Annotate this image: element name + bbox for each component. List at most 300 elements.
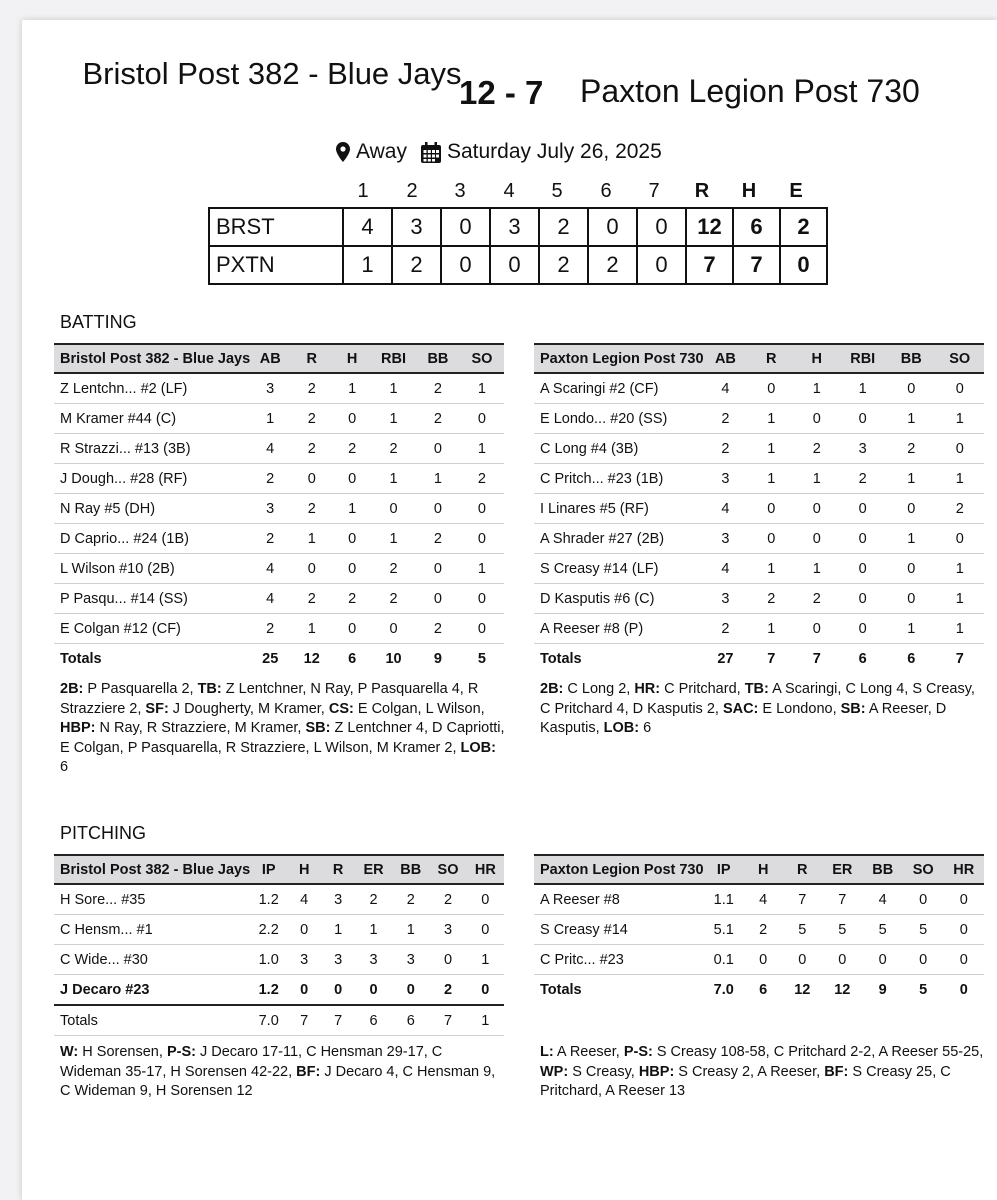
- stat-cell: 4: [744, 884, 783, 915]
- stat-cell: 0: [460, 404, 504, 434]
- note-label: SB:: [305, 720, 331, 737]
- table-row: [54, 404, 504, 434]
- stat-cell: 2: [371, 584, 416, 614]
- stat-cell: 1: [936, 614, 985, 644]
- note-text: E Colgan, L Wilson,: [353, 700, 485, 717]
- totals-cell: 6: [355, 1005, 392, 1036]
- totals-label: Totals: [60, 650, 102, 667]
- column-header: R: [782, 855, 822, 884]
- stat-cell: 3: [429, 915, 466, 945]
- stat-cell: 2: [355, 884, 392, 915]
- stat-cell: 4: [250, 434, 290, 464]
- linescore-inning-cell: 3: [392, 208, 441, 246]
- stat-cell: 4: [704, 554, 748, 584]
- note-text: 6: [639, 720, 652, 737]
- linescore-total-cell: 12: [686, 208, 733, 246]
- linescore-row: [209, 208, 827, 246]
- note-label: CS:: [328, 700, 354, 717]
- player-name: C Pritc... #23: [534, 945, 704, 975]
- linescore-inning-cell: 2: [539, 208, 588, 246]
- note-label: HR:: [634, 681, 661, 697]
- player-name: Z Lentchn... #2 (LF): [54, 373, 250, 404]
- stat-cell: 1: [321, 915, 355, 945]
- map-pin-icon: [336, 142, 350, 162]
- stat-cell: 0: [903, 884, 944, 915]
- stat-cell: 1: [333, 494, 371, 524]
- stat-cell: 0: [333, 404, 371, 434]
- linescore-inning-cell: 0: [637, 246, 686, 284]
- stat-cell: 1: [887, 404, 935, 434]
- stat-cell: 2.2: [250, 915, 287, 945]
- stat-cell: 1: [795, 554, 838, 584]
- column-header: R: [321, 855, 355, 884]
- stat-cell: 0: [795, 494, 838, 524]
- game-meta: [336, 140, 662, 164]
- linescore-inning-cell: 1: [343, 246, 392, 284]
- stat-cell: 0: [460, 584, 504, 614]
- stat-cell: 1: [416, 464, 460, 494]
- note-label: L:: [540, 1044, 554, 1060]
- pitching-team-header: Bristol Post 382 - Blue Jays: [54, 855, 250, 884]
- linescore-total-cell: 7: [733, 246, 780, 284]
- table-row: [54, 614, 504, 644]
- stat-cell: 1.1: [704, 884, 744, 915]
- column-header: ER: [822, 855, 862, 884]
- column-header: BB: [887, 344, 935, 373]
- stat-cell: 3: [321, 945, 355, 975]
- stat-cell: 1: [887, 464, 935, 494]
- stat-cell: 0: [838, 554, 887, 584]
- table-row: [534, 464, 984, 494]
- player-name: S Creasy #14: [534, 915, 704, 945]
- game-location: Away: [356, 140, 407, 163]
- note-label: HBP:: [60, 720, 96, 737]
- stat-cell: 1: [392, 915, 429, 945]
- table-row: [534, 524, 984, 554]
- stat-cell: 2: [704, 614, 748, 644]
- table-row: [54, 373, 504, 404]
- stat-cell: 0: [862, 945, 903, 975]
- table-row: [54, 464, 504, 494]
- stat-cell: 0: [744, 945, 783, 975]
- stat-cell: 0: [887, 373, 935, 404]
- totals-cell: 7: [955, 650, 964, 667]
- stat-cell: 0: [943, 945, 984, 975]
- stat-cell: 0: [467, 915, 504, 945]
- away-pitching-table: [534, 854, 984, 1004]
- stat-cell: 2: [290, 404, 333, 434]
- stat-cell: 0: [333, 464, 371, 494]
- table-row: [534, 614, 984, 644]
- player-name: I Linares #5 (RF): [534, 494, 704, 524]
- stat-cell: 2: [795, 584, 838, 614]
- stat-cell: 2: [795, 434, 838, 464]
- note-text: A Reeser,: [553, 1044, 624, 1060]
- totals-cell: 6: [907, 650, 916, 667]
- stat-cell: 0: [795, 614, 838, 644]
- table-row: [54, 554, 504, 584]
- stat-cell: 2: [333, 434, 371, 464]
- stat-cell: 3: [838, 434, 887, 464]
- totals-label: Totals: [540, 650, 582, 667]
- table-row: [54, 434, 504, 464]
- totals-cell: 1: [467, 1005, 504, 1036]
- column-header: R: [747, 344, 795, 373]
- column-header: AB: [704, 344, 748, 373]
- table-row: [534, 373, 984, 404]
- stat-cell: 1: [747, 404, 795, 434]
- stat-cell: 1: [795, 464, 838, 494]
- stat-cell: 0: [429, 945, 466, 975]
- stat-cell: 3: [321, 884, 355, 915]
- player-name: E Londo... #20 (SS): [534, 404, 704, 434]
- note-label: WP:: [540, 1063, 569, 1080]
- stat-cell: 1: [747, 434, 795, 464]
- column-header: SO: [460, 344, 504, 373]
- table-row: [534, 554, 984, 584]
- totals-row: [534, 975, 984, 1005]
- column-header: BB: [862, 855, 903, 884]
- stat-cell: 1: [838, 373, 887, 404]
- stat-cell: 0: [333, 524, 371, 554]
- stat-cell: 2: [416, 614, 460, 644]
- away-batting-table: [534, 343, 984, 673]
- table-row: [534, 915, 984, 945]
- note-text: Z Lentchner, N Ray, P Pasquarella 4, R Strazziere 2,: [60, 681, 479, 717]
- linescore-total-cell: 6: [733, 208, 780, 246]
- stat-cell: 0: [333, 554, 371, 584]
- stat-cell: 0: [467, 884, 504, 915]
- linescore-total-cell: 2: [780, 208, 827, 246]
- stat-cell: 1: [250, 404, 290, 434]
- player-name: L Wilson #10 (2B): [54, 554, 250, 584]
- linescore-inning-cell: 3: [490, 208, 539, 246]
- stat-cell: 4: [704, 494, 748, 524]
- home-batting-table: [54, 343, 504, 673]
- note-text: J Decaro 17-11, C Hensman 29-17, C Wideman 35-17, H Sorensen 42-22,: [60, 1044, 443, 1080]
- stat-cell: 0: [355, 975, 392, 1006]
- stat-cell: 1: [936, 584, 985, 614]
- stat-cell: 2: [936, 494, 985, 524]
- stat-cell: 0: [460, 524, 504, 554]
- away-pitching-notes: [540, 1043, 985, 1102]
- pitching-section-title: PITCHING: [60, 823, 147, 843]
- note-text: N Ray, R Strazziere, M Kramer,: [95, 720, 306, 737]
- stat-cell: 2: [290, 434, 333, 464]
- stat-cell: 2: [429, 884, 466, 915]
- stat-cell: 0: [936, 434, 985, 464]
- stat-cell: 0: [887, 494, 935, 524]
- away-team-name: Paxton Legion Post 730: [580, 73, 920, 109]
- pitching-team-header: Paxton Legion Post 730: [534, 855, 704, 884]
- player-name: E Colgan #12 (CF): [54, 614, 250, 644]
- stat-cell: 0.1: [704, 945, 744, 975]
- totals-cell: 6: [858, 650, 867, 667]
- stat-cell: 1.2: [250, 884, 287, 915]
- totals-row: [54, 1005, 504, 1036]
- linescore-team: BRST: [209, 208, 343, 246]
- stat-cell: 2: [747, 584, 795, 614]
- batting-team-header: Paxton Legion Post 730: [534, 344, 704, 373]
- totals-cell: 0: [959, 981, 968, 998]
- stat-cell: 2: [250, 464, 290, 494]
- stat-cell: 4: [250, 554, 290, 584]
- stat-cell: 3: [355, 945, 392, 975]
- column-header: SO: [936, 344, 985, 373]
- stat-cell: 0: [936, 373, 985, 404]
- totals-label: Totals: [540, 981, 582, 998]
- note-text: Z Lentchner 4, D Capriotti, E Colgan, P Pasquarella, R Strazziere, L Wilson, M Kramer 2,: [60, 720, 505, 756]
- linescore-team: PXTN: [209, 246, 343, 284]
- player-name: P Pasqu... #14 (SS): [54, 584, 250, 614]
- home-pitching-notes: [60, 1043, 505, 1102]
- column-header: H: [333, 344, 371, 373]
- column-header: RBI: [371, 344, 416, 373]
- stat-cell: 2: [290, 584, 333, 614]
- linescore-header-cell: R: [694, 180, 710, 202]
- column-header: R: [290, 344, 333, 373]
- table-row: [54, 975, 504, 1006]
- stat-cell: 3: [704, 584, 748, 614]
- column-header: SO: [903, 855, 944, 884]
- stat-cell: 5: [822, 915, 862, 945]
- stat-cell: 1: [747, 464, 795, 494]
- stat-cell: 0: [321, 975, 355, 1006]
- stat-cell: 0: [416, 434, 460, 464]
- linescore-header-cell: 3: [454, 180, 466, 202]
- stat-cell: 0: [416, 554, 460, 584]
- player-name: N Ray #5 (DH): [54, 494, 250, 524]
- stat-cell: 1.0: [250, 945, 287, 975]
- stat-cell: 2: [371, 554, 416, 584]
- away-batting-notes: [540, 680, 985, 739]
- stat-cell: 1: [936, 464, 985, 494]
- stat-cell: 2: [250, 524, 290, 554]
- stat-cell: 3: [392, 945, 429, 975]
- note-text: A Reeser, D Kasputis,: [540, 700, 947, 737]
- scoresheet-page: [22, 20, 997, 1200]
- home-pitching-table: [54, 854, 504, 1036]
- table-row: [534, 494, 984, 524]
- calendar-icon: [421, 142, 441, 163]
- linescore-header-cell: 4: [503, 180, 515, 202]
- totals-cell: 10: [385, 650, 402, 667]
- stat-cell: 1: [460, 554, 504, 584]
- stat-cell: 0: [460, 494, 504, 524]
- note-text: S Creasy 2, A Reeser,: [674, 1063, 825, 1080]
- stat-cell: 1: [290, 524, 333, 554]
- stat-cell: 1: [460, 434, 504, 464]
- player-name: C Pritch... #23 (1B): [534, 464, 704, 494]
- stat-cell: 0: [943, 884, 984, 915]
- stat-cell: 2: [416, 524, 460, 554]
- table-row: [534, 404, 984, 434]
- column-header: BB: [392, 855, 429, 884]
- stat-cell: 4: [862, 884, 903, 915]
- stat-cell: 0: [416, 584, 460, 614]
- table-row: [54, 884, 504, 915]
- column-header: ER: [355, 855, 392, 884]
- stat-cell: 0: [838, 404, 887, 434]
- home-batting-notes: [60, 680, 505, 778]
- stat-cell: 1: [747, 614, 795, 644]
- column-header: IP: [250, 855, 287, 884]
- totals-cell: 5: [919, 981, 928, 998]
- note-text: S Creasy 25, C Pritchard, A Reeser 13: [540, 1063, 951, 1100]
- totals-cell: 6: [392, 1005, 429, 1036]
- note-label: 2B:: [60, 681, 84, 697]
- linescore-header-cell: E: [789, 180, 803, 202]
- linescore-inning-cell: 4: [343, 208, 392, 246]
- stat-cell: 1: [355, 915, 392, 945]
- player-name: S Creasy #14 (LF): [534, 554, 704, 584]
- note-text: J Dougherty, M Kramer,: [168, 700, 329, 717]
- linescore-header-cell: H: [741, 180, 757, 202]
- note-text: P Pasquarella 2,: [83, 681, 198, 697]
- game-date: Saturday July 26, 2025: [446, 140, 662, 163]
- stat-cell: 0: [903, 945, 944, 975]
- totals-cell: 7: [429, 1005, 466, 1036]
- stat-cell: 7: [782, 884, 822, 915]
- player-name: C Wide... #30: [54, 945, 250, 975]
- stat-cell: 1: [467, 945, 504, 975]
- player-name: A Reeser #8 (P): [534, 614, 704, 644]
- stat-cell: 5: [903, 915, 944, 945]
- linescore-header-cell: 7: [648, 180, 660, 202]
- stat-cell: 1.2: [250, 975, 287, 1006]
- player-name: D Caprio... #24 (1B): [54, 524, 250, 554]
- stat-cell: 2: [290, 373, 333, 404]
- note-text: E Londono,: [758, 700, 841, 717]
- note-label: BF:: [824, 1063, 849, 1080]
- linescore-inning-cell: 0: [490, 246, 539, 284]
- note-label: P-S:: [166, 1044, 196, 1060]
- linescore-header-cell: 5: [551, 180, 563, 202]
- stat-cell: 1: [371, 404, 416, 434]
- player-name: A Scaringi #2 (CF): [534, 373, 704, 404]
- batting-team-header: Bristol Post 382 - Blue Jays: [54, 344, 250, 373]
- linescore-row: [209, 246, 827, 284]
- stat-cell: 0: [795, 524, 838, 554]
- note-label: SF:: [145, 700, 169, 717]
- player-name: C Long #4 (3B): [534, 434, 704, 464]
- stat-cell: 2: [704, 404, 748, 434]
- player-name: C Hensm... #1: [54, 915, 250, 945]
- stat-cell: 4: [287, 884, 321, 915]
- linescore-table: [208, 207, 828, 285]
- column-header: H: [744, 855, 783, 884]
- stat-cell: 5: [862, 915, 903, 945]
- column-header: H: [287, 855, 321, 884]
- stat-cell: 0: [747, 494, 795, 524]
- stat-cell: 0: [795, 404, 838, 434]
- linescore-inning-cell: 0: [441, 208, 490, 246]
- stat-cell: 0: [838, 614, 887, 644]
- player-name: J Decaro #23: [54, 975, 250, 1006]
- linescore-inning-cell: 2: [539, 246, 588, 284]
- note-label: P-S:: [623, 1044, 653, 1060]
- note-text: C Pritchard,: [660, 681, 745, 697]
- stat-cell: 0: [887, 584, 935, 614]
- table-row: [54, 584, 504, 614]
- home-team-name: Bristol Post 382 - Blue Jays: [82, 56, 462, 91]
- totals-cell: 27: [717, 650, 734, 667]
- table-row: [534, 434, 984, 464]
- totals-cell: 5: [477, 650, 486, 667]
- linescore-inning-cell: 2: [588, 246, 637, 284]
- column-header: SO: [429, 855, 466, 884]
- stat-cell: 1: [747, 554, 795, 584]
- note-text: S Creasy,: [568, 1063, 639, 1080]
- stat-cell: 0: [333, 614, 371, 644]
- note-label: HBP:: [638, 1063, 675, 1080]
- stat-cell: 7: [822, 884, 862, 915]
- stat-cell: 1: [887, 524, 935, 554]
- totals-row: [534, 644, 984, 674]
- column-header: HR: [467, 855, 504, 884]
- totals-cell: 6: [759, 981, 768, 998]
- stat-cell: 0: [936, 524, 985, 554]
- note-label: TB:: [197, 681, 222, 697]
- stat-cell: 0: [392, 975, 429, 1006]
- stat-cell: 0: [747, 373, 795, 404]
- note-label: SAC:: [722, 700, 759, 717]
- stat-cell: 1: [290, 614, 333, 644]
- totals-cell: 12: [303, 650, 320, 667]
- totals-cell: 9: [878, 981, 887, 998]
- note-label: LOB:: [460, 739, 496, 756]
- note-text: S Creasy 108-58, C Pritchard 2-2, A Reeser 55-25,: [652, 1044, 984, 1060]
- totals-cell: 12: [834, 981, 851, 998]
- player-name: M Kramer #44 (C): [54, 404, 250, 434]
- stat-cell: 4: [250, 584, 290, 614]
- linescore-total-cell: 7: [686, 246, 733, 284]
- stat-cell: 0: [287, 915, 321, 945]
- note-text: C Long 2,: [563, 681, 635, 697]
- totals-label: Totals: [54, 1005, 250, 1036]
- table-row: [534, 884, 984, 915]
- stat-cell: 2: [429, 975, 466, 1006]
- stat-cell: 2: [371, 434, 416, 464]
- table-row: [54, 945, 504, 975]
- totals-cell: 12: [794, 981, 811, 998]
- totals-cell: 25: [262, 650, 279, 667]
- stat-cell: 0: [290, 554, 333, 584]
- linescore-inning-cell: 2: [392, 246, 441, 284]
- table-row: [54, 524, 504, 554]
- linescore-inning-cell: 0: [441, 246, 490, 284]
- linescore-header-cell: 2: [406, 180, 418, 202]
- stat-cell: 2: [704, 434, 748, 464]
- player-name: D Kasputis #6 (C): [534, 584, 704, 614]
- note-label: SB:: [840, 700, 866, 717]
- note-label: W:: [60, 1044, 79, 1060]
- totals-cell: 7.0: [250, 1005, 287, 1036]
- note-text: J Decaro 4, C Hensman 9, C Wideman 9, H Sorensen 12: [60, 1063, 496, 1100]
- stat-cell: 0: [460, 614, 504, 644]
- stat-cell: 5: [782, 915, 822, 945]
- note-text: 6: [60, 759, 69, 776]
- player-name: A Reeser #8: [534, 884, 704, 915]
- player-name: H Sore... #35: [54, 884, 250, 915]
- stat-cell: 0: [747, 524, 795, 554]
- totals-cell: 7.0: [713, 981, 734, 998]
- note-label: LOB:: [603, 720, 640, 737]
- column-header: BB: [416, 344, 460, 373]
- note-label: TB:: [744, 681, 769, 697]
- stat-cell: 4: [704, 373, 748, 404]
- batting-section-title: BATTING: [60, 312, 137, 332]
